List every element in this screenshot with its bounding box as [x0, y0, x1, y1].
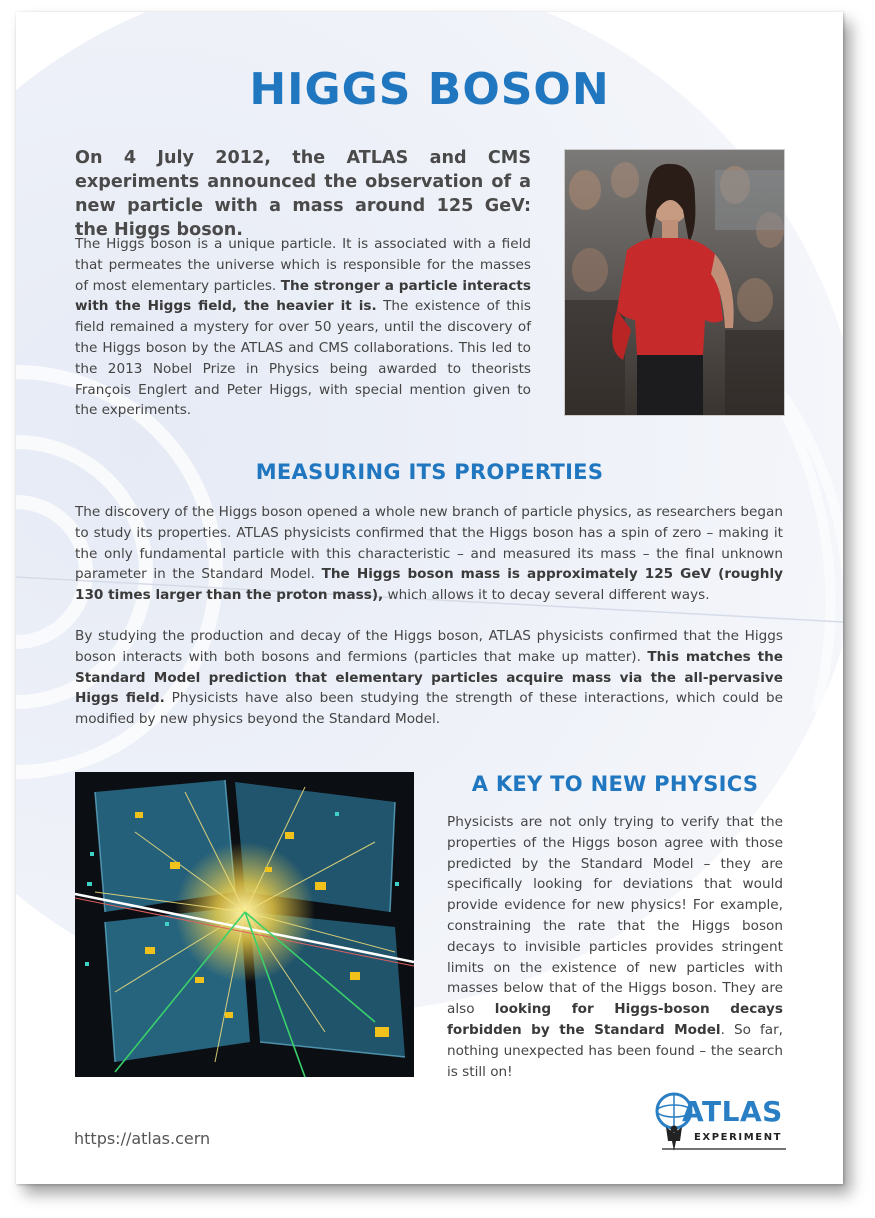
- intro-text-1: The Higgs boson is a unique particle. It is associated with a field that permeates the universe which is responsible for the masses of most elementary particles.: [75, 236, 531, 294]
- intro-bold: The stronger a particle interacts with the Higgs field, the heavier it is.: [75, 277, 531, 315]
- page-title: HIGGS BOSON: [249, 64, 610, 115]
- page-content: [16, 12, 843, 1184]
- lead-paragraph: On 4 July 2012, the ATLAS and CMS experiments announced the observation of a new particle with a mass around 125 GeV: the Higgs boson.: [75, 148, 531, 240]
- atlas-logo: [652, 1091, 788, 1153]
- intro-paragraph: [75, 234, 531, 421]
- measuring-p1-bold: The Higgs boson mass is approximately 125 GeV (roughly 130 times larger than the proton mass),: [75, 566, 783, 604]
- measuring-p2-text-1: By studying the production and decay of the Higgs boson, ATLAS physicists confirmed that the Higgs boson interacts with both bosons and fermions (particles that make up matter).: [75, 628, 783, 665]
- new-physics-heading: A KEY TO NEW PHYSICS: [471, 772, 759, 796]
- document-page: [16, 12, 843, 1184]
- measuring-p1-text-2: which allows it to decay several different ways.: [383, 587, 710, 604]
- logo-word: ATLAS: [682, 1095, 783, 1128]
- new-physics-text-2: . So far, nothing unexpected has been found – the search is still on!: [447, 1021, 784, 1080]
- measuring-paragraph-1: [75, 502, 783, 606]
- scientist-photo: [564, 149, 785, 416]
- logo-subtitle: EXPERIMENT: [694, 1132, 783, 1143]
- measuring-p2-text-2: Physicists have also been studying the strength of these interactions, which could be modified by new physics beyond the Standard Model.: [75, 690, 784, 728]
- measuring-paragraph-2: [75, 626, 783, 730]
- measuring-p1-text-1: The discovery of the Higgs boson opened a whole new branch of particle physics, as researchers began to study its properties. ATLAS physicists confirmed that the Higgs boson has a spin of zero – making it the only fundamental particle with this characteristic – and measured its mass – the final unknown parameter in the Standard Model.: [75, 504, 783, 583]
- new-physics-paragraph: [447, 812, 783, 1082]
- measuring-heading: MEASURING ITS PROPERTIES: [255, 460, 604, 484]
- new-physics-bold: looking for Higgs-boson decays forbidden by the Standard Model: [447, 1001, 783, 1038]
- intro-text-2: The existence of this field remained a mystery for over 50 years, until the discovery of the Higgs boson by the ATLAS and CMS collaborations. This led to the 2013 Nobel Prize in Physics being awarded to theorists François Englert and Peter Higgs, with special mention given to the experiments.: [75, 298, 532, 419]
- measuring-p2-bold: This matches the Standard Model prediction that elementary particles acquire mass via the all-pervasive Higgs field.: [75, 648, 783, 707]
- detector-event-image: [75, 772, 414, 1077]
- website-link[interactable]: https://atlas.cern: [74, 1129, 211, 1148]
- new-physics-text-1: Physicists are not only trying to verify that the properties of the Higgs boson agree with those predicted by the Standard Model – they are specifically looking for deviations that would provide evidence for new physics! For example, constraining the rate that the Higgs boson decays to invisible particles provides stringent limits on the existence of new particles with masses below that of the Higgs boson. They are also: [447, 814, 783, 1018]
